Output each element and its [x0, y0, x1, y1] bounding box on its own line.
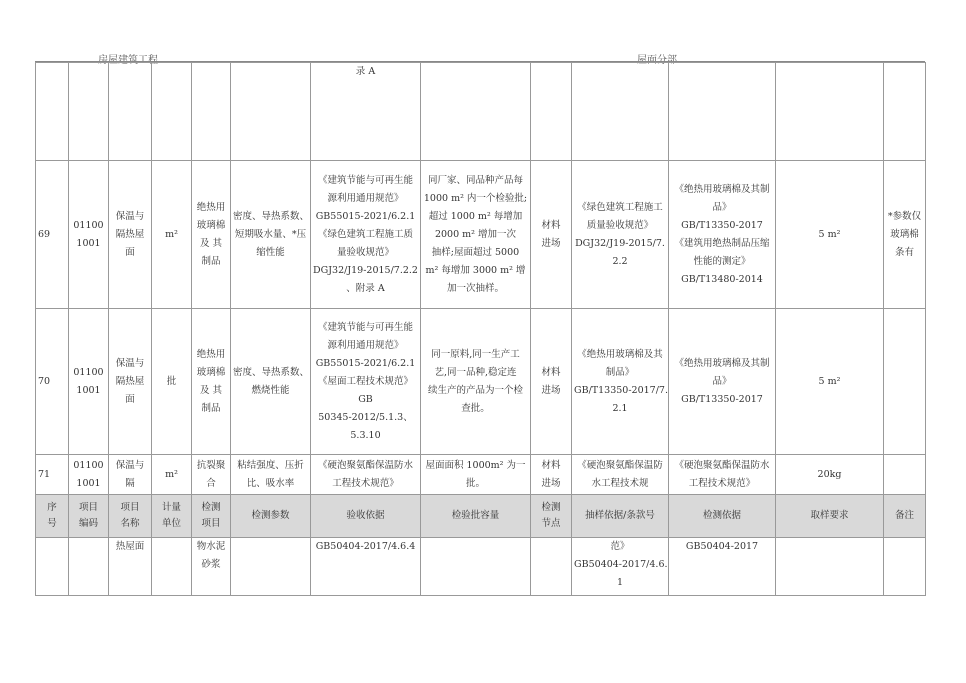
inspection-table	[35, 62, 926, 596]
col-header-no: 序 号	[36, 495, 69, 538]
col-header-item: 检测 项目	[192, 495, 231, 538]
continuation-basis: GB50404-2017/4.6.4	[311, 538, 421, 596]
item-name: 保温与 隔热屋 面	[109, 161, 152, 309]
table-row	[36, 161, 926, 309]
col-header-basis: 验收依据	[311, 495, 421, 538]
remark	[884, 309, 926, 455]
test-basis: 《绝热用玻璃棉及其制 品》 GB/T13350-2017	[669, 309, 776, 455]
item-code: 01100 1001	[69, 161, 109, 309]
test-node: 材料 进场	[531, 161, 572, 309]
col-header-remark: 备注	[884, 495, 926, 538]
header-division: 屋面分部	[637, 55, 677, 66]
sampling-basis: 《绝热用玻璃棉及其 制品》 GB/T13350-2017/7. 2.1	[572, 309, 669, 455]
table-row	[36, 455, 926, 495]
sampling-basis: 《绿色建筑工程施工 质量验收规范》 DGJ32/J19-2015/7. 2.2	[572, 161, 669, 309]
col-header-batch: 检验批容量	[421, 495, 531, 538]
continuation-item: 物水泥 砂浆	[192, 538, 231, 596]
test-basis: 《硬泡聚氨酯保温防水 工程技术规范》	[669, 455, 776, 495]
remark: *参数仅 玻璃棉 条有	[884, 161, 926, 309]
test-node: 材料 进场	[531, 309, 572, 455]
acceptance-basis: 《硬泡聚氨酯保温防水 工程技术规范》	[311, 455, 421, 495]
item-code: 01100 1001	[69, 455, 109, 495]
test-item: 抗裂聚 合	[192, 455, 231, 495]
sampling-requirement: 5 m²	[776, 161, 884, 309]
table-header-row	[36, 495, 926, 538]
batch-capacity: 同厂家、同品种产品每 1000 m² 内一个检验批; 超过 1000 m² 每增加 2000 m² 增加一次 抽样;屋面超过 5000 m² 每增加 3000 m² 增 加一次抽样。	[421, 161, 531, 309]
item-code: 01100 1001	[69, 309, 109, 455]
item-name: 保温与 隔	[109, 455, 152, 495]
test-item: 绝热用 玻璃棉 及 其 制品	[192, 161, 231, 309]
col-header-requirement: 取样要求	[776, 495, 884, 538]
col-header-sample-basis: 抽样依据/条款号	[572, 495, 669, 538]
test-node: 材料 进场	[531, 455, 572, 495]
col-header-code: 项目 编码	[69, 495, 109, 538]
table-row-continuation	[36, 538, 926, 596]
table-row	[36, 309, 926, 455]
measure-unit: m²	[152, 455, 192, 495]
continuation-name: 热屋面	[109, 538, 152, 596]
batch-capacity: 屋面面积 1000m² 为一 批。	[421, 455, 531, 495]
header-project-type: 房屋建筑工程	[98, 55, 158, 66]
test-basis: 《绝热用玻璃棉及其制 品》 GB/T13350-2017 《建筑用绝热制品压缩 性能的测定》 GB/T13480-2014	[669, 161, 776, 309]
item-name: 保温与 隔热屋 面	[109, 309, 152, 455]
row-number: 70	[36, 309, 69, 455]
acceptance-basis: 《建筑节能与可再生能 源利用通用规范》 GB55015-2021/6.2.1 《屋面工程技术规范》 GB 50345-2012/5.1.3、 5.3.10	[311, 309, 421, 455]
continuation-sample-basis: 范》 GB50404-2017/4.6. 1	[572, 538, 669, 596]
col-header-unit: 计量 单位	[152, 495, 192, 538]
col-header-node: 检测 节点	[531, 495, 572, 538]
batch-capacity: 同一原料,同一生产工 艺,同一品种,稳定连 续生产的产品为一个检 查批。	[421, 309, 531, 455]
table-row-carryover	[36, 63, 926, 161]
test-item: 绝热用 玻璃棉 及 其 制品	[192, 309, 231, 455]
col-header-test-basis: 检测依据	[669, 495, 776, 538]
col-header-params: 检测参数	[231, 495, 311, 538]
remark	[884, 455, 926, 495]
row-number: 69	[36, 161, 69, 309]
sampling-requirement: 20kg	[776, 455, 884, 495]
measure-unit: 批	[152, 309, 192, 455]
sampling-requirement: 5 m²	[776, 309, 884, 455]
measure-unit: m²	[152, 161, 192, 309]
basis-fragment: 录 A	[311, 63, 421, 161]
test-params: 密度、导热系数、 燃烧性能	[231, 309, 311, 455]
continuation-test-basis: GB50404-2017	[669, 538, 776, 596]
test-params: 密度、导热系数、 短期吸水量、*压 缩性能	[231, 161, 311, 309]
row-number: 71	[36, 455, 69, 495]
col-header-name: 项目 名称	[109, 495, 152, 538]
acceptance-basis: 《建筑节能与可再生能 源利用通用规范》 GB55015-2021/6.2.1 《绿色建筑工程施工质 量验收规范》 DGJ32/J19-2015/7.2.2 、附录 A	[311, 161, 421, 309]
test-params: 粘结强度、压折 比、吸水率	[231, 455, 311, 495]
sampling-basis: 《硬泡聚氨酯保温防 水工程技术规	[572, 455, 669, 495]
